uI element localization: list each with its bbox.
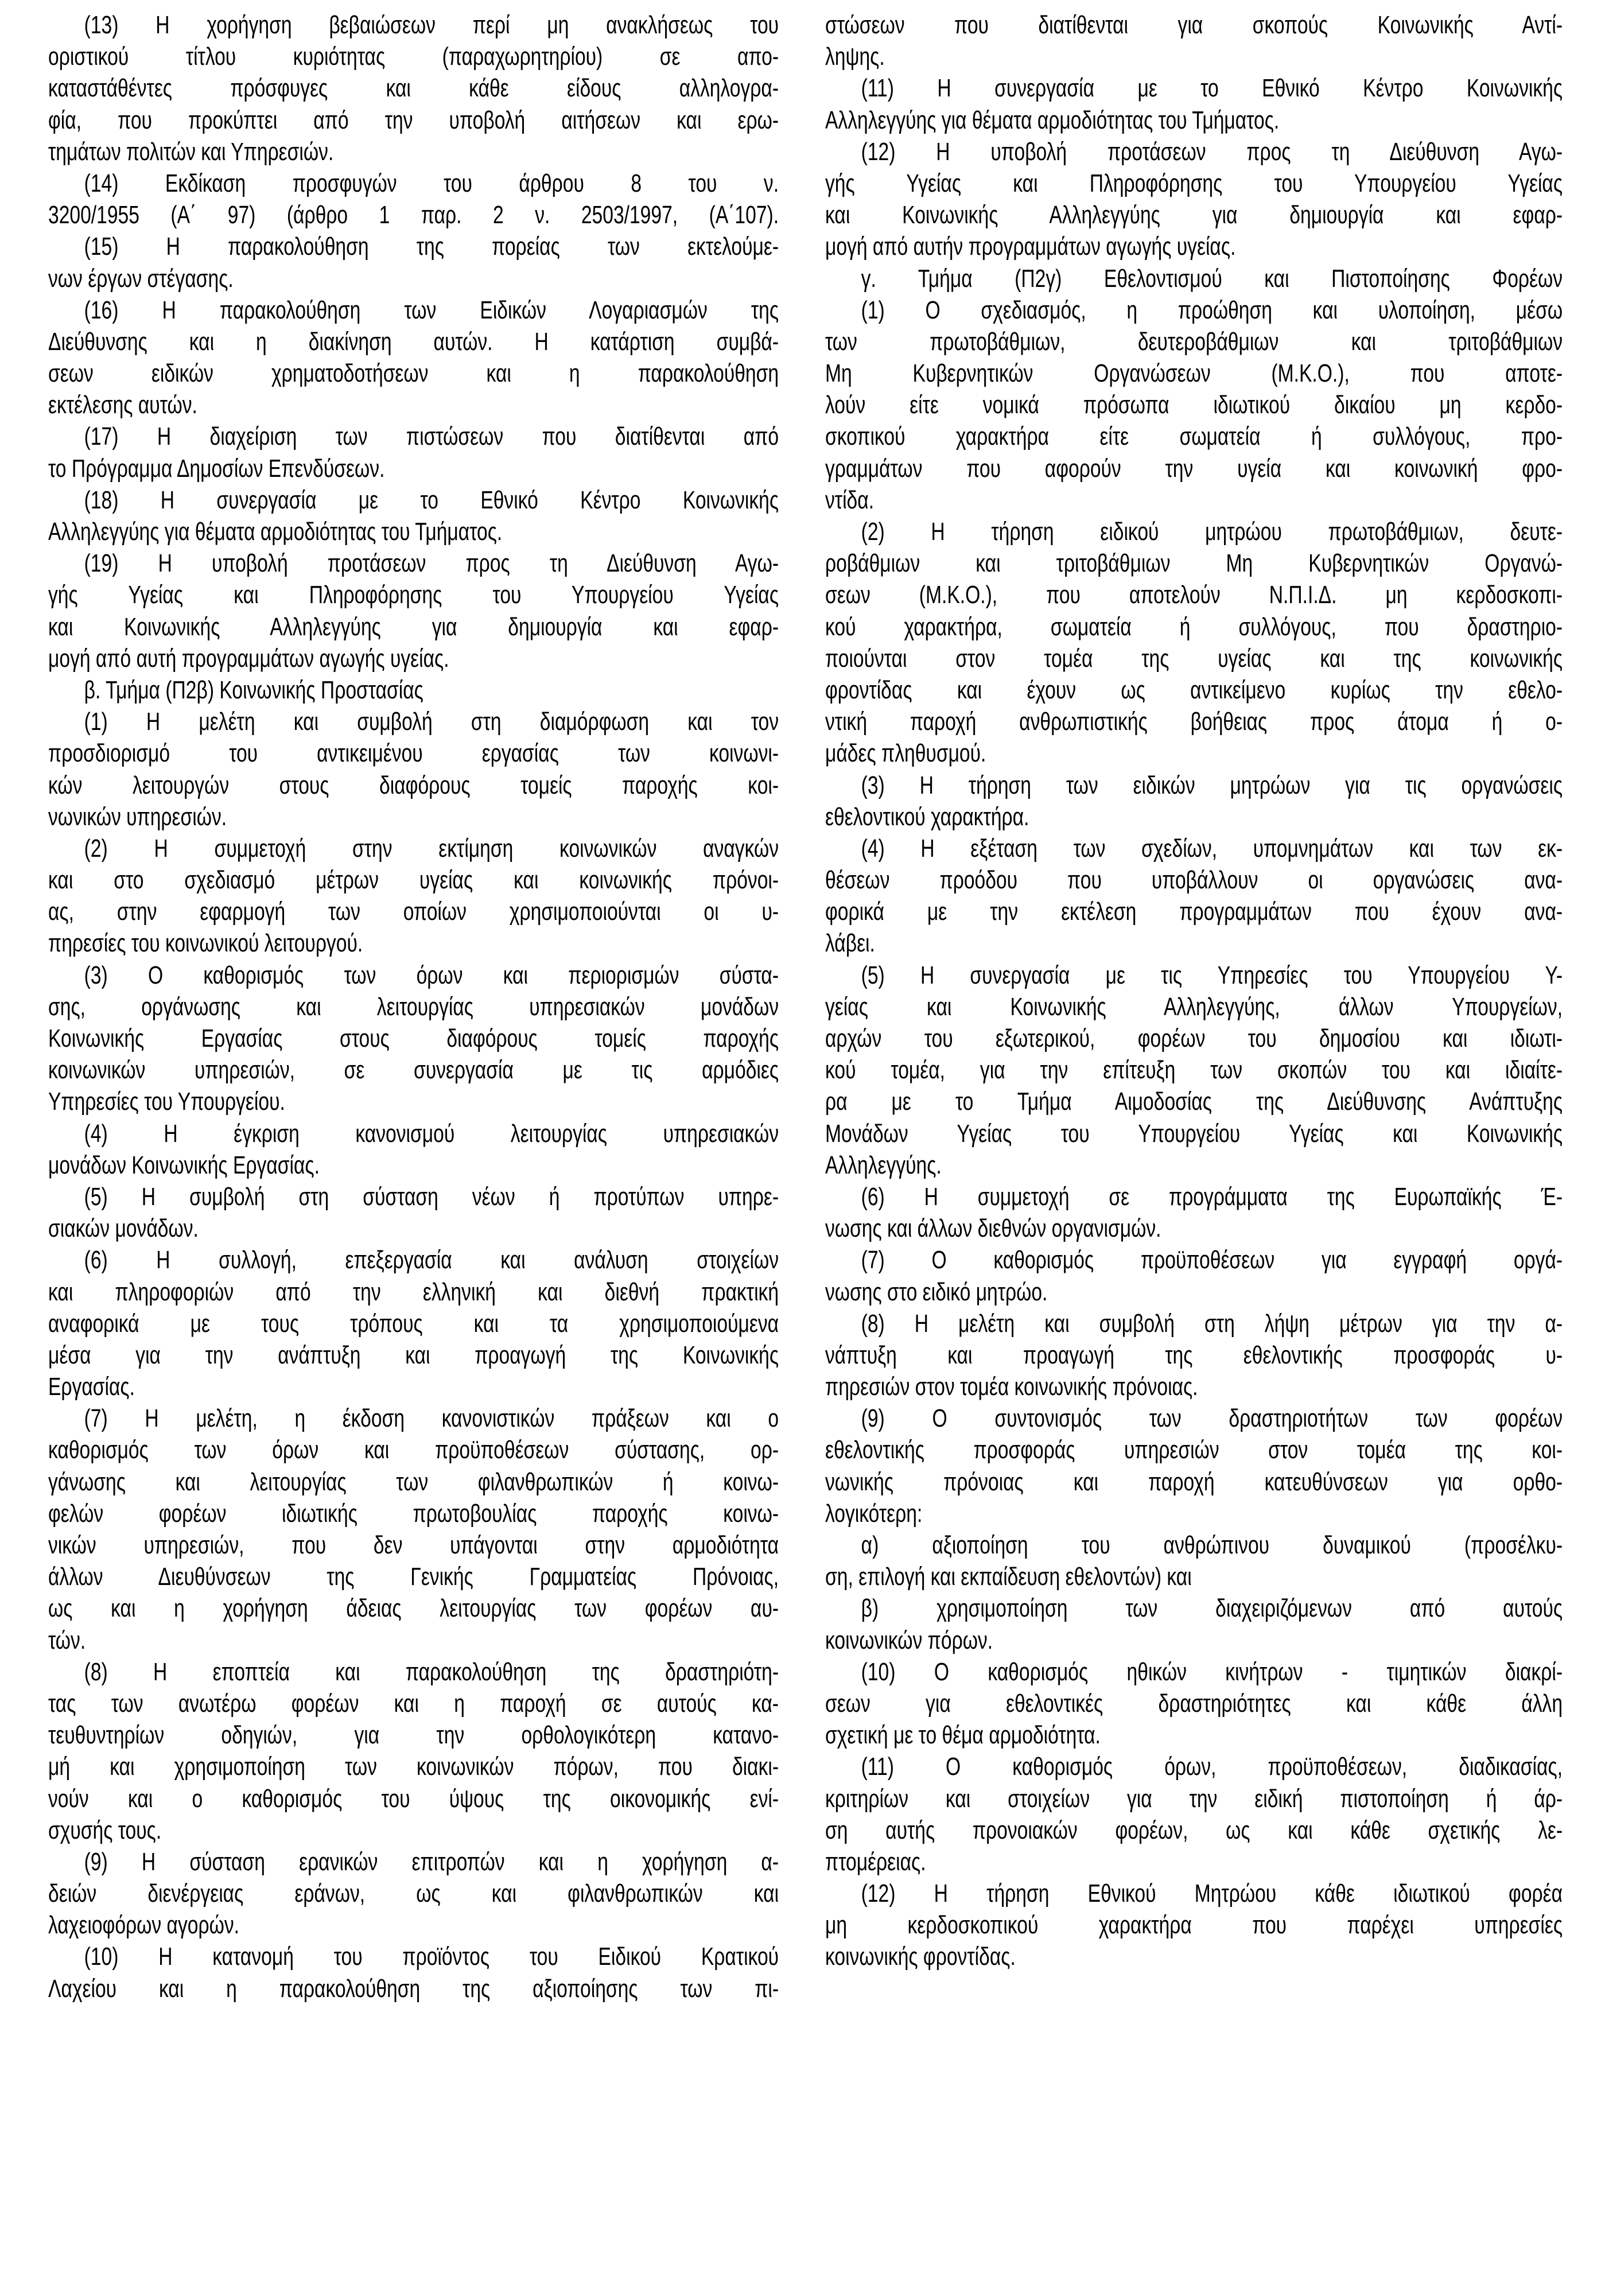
- line-text: Μη Κυβερνητικών Οργανώσεων (Μ.Κ.Ο.), που αποτε-: [825, 359, 1563, 388]
- line-text: γής Υγείας και Πληροφόρησης του Υπουργείου Υγείας: [48, 581, 779, 609]
- line-text: εκτέλεσης αυτών.: [48, 391, 197, 419]
- text-line: [48, 643, 778, 674]
- paragraph-first-line: [48, 168, 778, 199]
- line-text: ας, στην εφαρμογή των οποίων χρησιμοποιούνται οι υ-: [48, 898, 779, 926]
- text-line: [48, 611, 778, 643]
- text-line: [48, 1276, 778, 1308]
- line-text: μάδες πληθυσμού.: [825, 739, 986, 768]
- line-text: γείας και Κοινωνικής Αλληλεγγύης, άλλων Υπουργείων,: [825, 992, 1563, 1021]
- text-line: [48, 896, 778, 927]
- text-line: [48, 1592, 778, 1624]
- line-text: γής Υγείας και Πληροφόρησης του Υπουργείου Υγείας: [825, 169, 1563, 197]
- paragraph-first-line: [48, 421, 778, 452]
- line-text: (17) Η διαχείριση των πιστώσεων που διατίθενται από: [84, 422, 779, 451]
- line-text: σκοπικού χαρακτήρα είτε σωματεία ή συλλόγους, προ-: [825, 422, 1563, 451]
- line-text: (8) Η εποπτεία και παρακολούθηση της δραστηριότη-: [84, 1657, 779, 1686]
- line-text: (19) Η υποβολή προτάσεων προς τη Διεύθυνση Αγω-: [84, 549, 779, 578]
- text-line: [48, 72, 778, 104]
- paragraph-first-line: [48, 1656, 778, 1688]
- text-line: [825, 1561, 1562, 1592]
- text-line: [825, 1149, 1562, 1181]
- text-line: [48, 1909, 778, 1941]
- paragraph-first-line: [48, 484, 778, 516]
- text-line: [825, 1086, 1562, 1117]
- text-line: [825, 421, 1562, 452]
- line-text: ρα με το Τμήμα Αιμοδοσίας της Διεύθυνσης Ανάπτυξης: [825, 1087, 1563, 1116]
- text-line: [48, 1751, 778, 1782]
- line-text: β) χρησιμοποίηση των διαχειριζόμενων από αυτούς: [861, 1594, 1563, 1623]
- line-text: τημάτων πολιτών και Υπηρεσιών.: [48, 137, 334, 166]
- text-line: [48, 770, 778, 801]
- text-line: [825, 706, 1562, 737]
- line-text: ση αυτής προνοιακών φορέων, ως και κάθε σχετικής λε-: [825, 1816, 1563, 1844]
- line-text: τευθυντηρίων οδηγιών, για την ορθολογικότερη κατανο-: [48, 1721, 779, 1750]
- text-line: [825, 674, 1562, 706]
- line-text: αρχών του εξωτερικού, φορέων του δημοσίου και ιδιωτι-: [825, 1024, 1563, 1052]
- line-text: μονάδων Κοινωνικής Εργασίας.: [48, 1151, 320, 1179]
- text-line: [48, 1466, 778, 1498]
- text-line: [48, 358, 778, 389]
- line-text: και στο σχεδιασμό μέτρων υγείας και κοινωνικής πρόνοι-: [48, 866, 779, 895]
- line-text: και Κοινωνικής Αλληλεγγύης για δημιουργία και εφαρ-: [48, 612, 779, 641]
- text-line: [825, 484, 1562, 516]
- text-line: [48, 1339, 778, 1371]
- paragraph-first-line: [48, 547, 778, 579]
- text-line: [48, 1308, 778, 1339]
- text-line: [825, 547, 1562, 579]
- paragraph-first-line: [48, 9, 778, 41]
- text-line: [825, 579, 1562, 611]
- paragraph-first-line: [48, 1941, 778, 1972]
- text-line: [825, 1276, 1562, 1308]
- paragraph-first-line: [825, 294, 1562, 326]
- text-line: [48, 864, 778, 896]
- line-text: πηρεσίες του κοινωνικού λειτουργού.: [48, 929, 363, 958]
- text-line: [48, 326, 778, 358]
- line-text: σεων (Μ.Κ.Ο.), που αποτελούν Ν.Π.Ι.Δ. μη κερδοσκοπι-: [825, 581, 1563, 609]
- line-text: κού τομέα, για την επίτευξη των σκοπών του και ιδιαίτε-: [825, 1056, 1563, 1085]
- line-text: και πληροφοριών από την ελληνική και διεθνή πρακτική: [48, 1277, 779, 1306]
- line-text: καταστάθέντες πρόσφυγες και κάθε είδους αλληλογρα-: [48, 74, 779, 103]
- paragraph-first-line: [48, 1244, 778, 1276]
- line-text: κοινωνικής φροντίδας.: [825, 1943, 1016, 1971]
- line-text: νωσης στο ειδικό μητρώο.: [825, 1277, 1048, 1306]
- line-text: σχυσής τους.: [48, 1816, 162, 1844]
- line-text: Λαχείου και η παρακολούθηση της αξιοποίησης των πι-: [48, 1974, 779, 2003]
- line-text: γάνωσης και λειτουργίας των φιλανθρωπικών ή κοινω-: [48, 1467, 779, 1496]
- line-text: 3200/1955 (Α΄ 97) (άρθρο 1 παρ. 2 ν. 2503/1997, (Α΄107).: [48, 201, 779, 230]
- line-text: κού χαρακτήρα, σωματεία ή συλλόγους, που δραστηριο-: [825, 612, 1563, 641]
- text-line: [825, 1118, 1562, 1149]
- text-line: [825, 1213, 1562, 1244]
- text-line: [825, 611, 1562, 643]
- line-text: κριτηρίων και στοιχείων για την ειδική πιστοποίηση ή άρ-: [825, 1784, 1563, 1813]
- text-line: [48, 1815, 778, 1846]
- line-text: φροντίδας και έχουν ως αντικείμενο κυρίως την εθελο-: [825, 675, 1563, 704]
- line-text: (6) Η συλλογή, επεξεργασία και ανάλυση στοιχείων: [84, 1246, 779, 1275]
- paragraph-first-line: [825, 1308, 1562, 1339]
- paragraph-first-line: [825, 1181, 1562, 1213]
- line-text: φία, που προκύπτει από την υποβολή αιτήσεων και ερω-: [48, 106, 779, 134]
- text-line: [48, 263, 778, 294]
- line-text: σχετική με το θέμα αρμοδιότητα.: [825, 1721, 1101, 1750]
- line-text: (12) Η υποβολή προτάσεων προς τη Διεύθυνση Αγω-: [861, 137, 1563, 166]
- line-text: (14) Εκδίκαση προσφυγών του άρθρου 8 του ν.: [84, 169, 779, 197]
- line-text: αναφορικά με τους τρόπους και τα χρησιμοποιούμενα: [48, 1309, 779, 1338]
- paragraph-first-line: [48, 674, 778, 706]
- line-text: (9) Η σύσταση ερανικών επιτροπών και η χορήγηση α-: [84, 1847, 779, 1876]
- text-line: [825, 1846, 1562, 1878]
- line-text: (1) Η μελέτη και συμβολή στη διαμόρφωση και τον: [84, 708, 779, 736]
- text-line: [825, 326, 1562, 358]
- line-text: Υπηρεσίες του Υπουργείου.: [48, 1087, 285, 1116]
- text-line: [825, 1023, 1562, 1054]
- text-line: [825, 1466, 1562, 1498]
- line-text: νούν και ο καθορισμός του ύψους της οικονομικής ενί-: [48, 1784, 779, 1813]
- line-text: Μονάδων Υγείας του Υπουργείου Υγείας και Κοινωνικής: [825, 1119, 1563, 1148]
- text-line: [48, 1625, 778, 1656]
- line-text: φορικά με την εκτέλεση προγραμμάτων που έχουν ανα-: [825, 898, 1563, 926]
- line-text: τας των ανωτέρω φορέων και η παροχή σε αυτούς κα-: [48, 1689, 779, 1718]
- line-text: (15) Η παρακολούθηση της πορείας των εκτελούμε-: [84, 232, 779, 261]
- text-line: [48, 516, 778, 547]
- line-text: και Κοινωνικής Αλληλεγγύης για δημιουργία και εφαρ-: [825, 201, 1563, 230]
- line-text: καθορισμός των όρων και προϋποθέσεων σύστασης, ορ-: [48, 1436, 779, 1464]
- line-text: φελών φορέων ιδιωτικής πρωτοβουλίας παροχής κοινω-: [48, 1499, 779, 1528]
- text-line: [48, 104, 778, 136]
- paragraph-first-line: [825, 770, 1562, 801]
- text-line: [48, 453, 778, 484]
- paragraph-first-line: [825, 136, 1562, 168]
- text-line: [48, 1054, 778, 1086]
- line-text: (4) Η έγκριση κανονισμού λειτουργίας υπηρεσιακών: [84, 1119, 779, 1148]
- text-line: [825, 168, 1562, 199]
- line-text: οριστικού τίτλου κυριότητας (παραχωρητηρίου) σε απο-: [48, 42, 779, 71]
- paragraph-first-line: [825, 516, 1562, 547]
- text-line: [825, 9, 1562, 41]
- text-line: [825, 1815, 1562, 1846]
- paragraph-first-line: [825, 1656, 1562, 1688]
- line-text: ως και η χορήγηση άδειας λειτουργίας των φορέων αυ-: [48, 1594, 779, 1623]
- text-line: [825, 737, 1562, 769]
- line-text: (6) Η συμμετοχή σε προγράμματα της Ευρωπαϊκής Έ-: [861, 1182, 1563, 1211]
- paragraph-first-line: [825, 833, 1562, 864]
- line-text: (1) Ο σχεδιασμός, η προώθηση και υλοποίηση, μέσω: [861, 296, 1563, 324]
- paragraph-first-line: [48, 833, 778, 864]
- line-text: κοινωνικών πόρων.: [825, 1626, 993, 1654]
- line-text: θέσεων προόδου που υποβάλλουν οι οργανώσεις ανα-: [825, 866, 1563, 895]
- text-line: [48, 1149, 778, 1181]
- line-text: (4) Η εξέταση των σχεδίων, υπομνημάτων και των εκ-: [861, 834, 1563, 863]
- text-line: [48, 1023, 778, 1054]
- line-text: (5) Η συμβολή στη σύσταση νέων ή προτύπων υπηρε-: [84, 1182, 779, 1211]
- text-line: [48, 737, 778, 769]
- paragraph-first-line: [825, 1878, 1562, 1909]
- paragraph-first-line: [48, 1846, 778, 1878]
- line-text: σεων για εθελοντικές δραστηριότητες και κάθε άλλη: [825, 1689, 1563, 1718]
- text-line: [48, 1973, 778, 2004]
- paragraph-first-line: [825, 959, 1562, 991]
- line-text: (7) Ο καθορισμός προϋποθέσεων για εγγραφή οργά-: [861, 1246, 1563, 1275]
- text-line: [825, 1783, 1562, 1815]
- paragraph-first-line: [48, 959, 778, 991]
- line-text: μογή από αυτή προγραμμάτων αγωγής υγείας.: [48, 644, 449, 673]
- text-line: [825, 1625, 1562, 1656]
- text-line: [825, 358, 1562, 389]
- line-text: (5) Η συνεργασία με τις Υπηρεσίες του Υπουργείου Υ-: [861, 961, 1563, 989]
- text-line: [825, 1054, 1562, 1086]
- line-text: σιακών μονάδων.: [48, 1214, 199, 1243]
- text-line: [825, 991, 1562, 1023]
- text-line: [825, 896, 1562, 927]
- line-text: νων έργων στέγασης.: [48, 264, 234, 293]
- line-text: νικών υπηρεσιών, που δεν υπάγονται στην αρμοδιότητα: [48, 1531, 779, 1559]
- line-text: Κοινωνικής Εργασίας στους διαφόρους τομείς παροχής: [48, 1024, 779, 1052]
- line-text: (3) Η τήρηση των ειδικών μητρώων για τις οργανώσεις: [861, 771, 1563, 799]
- line-text: ποιούνται στον τομέα της υγείας και της κοινωνικής: [825, 644, 1563, 673]
- line-text: λούν είτε νομικά πρόσωπα ιδιωτικού δικαίου μη κερδο-: [825, 391, 1563, 419]
- line-text: (11) Ο καθορισμός όρων, προϋποθέσεων, διαδικασίας,: [861, 1753, 1563, 1781]
- text-line: [48, 199, 778, 231]
- text-line: [48, 1434, 778, 1466]
- line-text: Αλληλεγγύης για θέματα αρμοδιότητας του Τμήματος.: [48, 518, 503, 546]
- text-line: [48, 136, 778, 168]
- text-line: [48, 927, 778, 959]
- text-line: [48, 1878, 778, 1909]
- text-line: [825, 41, 1562, 72]
- line-text: στώσεων που διατίθενται για σκοπούς Κοινωνικής Αντί-: [825, 11, 1563, 39]
- text-line: [825, 1909, 1562, 1941]
- line-text: (7) Η μελέτη, η έκδοση κανονιστικών πράξεων και ο: [84, 1404, 779, 1433]
- line-text: μογή από αυτήν προγραμμάτων αγωγής υγείας.: [825, 232, 1236, 261]
- line-text: λογικότερη:: [825, 1499, 923, 1528]
- line-text: Αλληλεγγύης για θέματα αρμοδιότητας του Τμήματος.: [825, 106, 1280, 134]
- line-text: μη κερδοσκοπικού χαρακτήρα που παρέχει υπηρεσίες: [825, 1911, 1563, 1940]
- line-text: σης, οργάνωσης και λειτουργίας υπηρεσιακών μονάδων: [48, 992, 779, 1021]
- right-column: [825, 9, 1562, 1973]
- text-line: [48, 1783, 778, 1815]
- text-line: [825, 104, 1562, 136]
- line-text: άλλων Διευθύνσεων της Γενικής Γραμματείας Πρόνοιας,: [48, 1563, 779, 1591]
- line-text: μή και χρησιμοποίηση των κοινωνικών πόρων, που διακι-: [48, 1753, 779, 1781]
- line-text: σεων ειδικών χρηματοδοτήσεων και η παρακολούθηση: [48, 359, 779, 388]
- line-text: νωνικής πρόνοιας και παροχή κατευθύνσεων για ορθο-: [825, 1467, 1563, 1496]
- line-text: πτομέρειας.: [825, 1847, 926, 1876]
- line-text: τών.: [48, 1626, 86, 1654]
- paragraph-first-line: [48, 1403, 778, 1434]
- text-line: [825, 927, 1562, 959]
- line-text: κοινωνικών υπηρεσιών, σε συνεργασία με τις αρμόδιες: [48, 1056, 779, 1085]
- text-line: [825, 1498, 1562, 1529]
- line-text: (12) Η τήρηση Εθνικού Μητρώου κάθε ιδιωτικού φορέα: [861, 1879, 1563, 1908]
- line-text: Αλληλεγγύης.: [825, 1151, 942, 1179]
- line-text: κών λειτουργών στους διαφόρους τομείς παροχής κοι-: [48, 771, 779, 799]
- paragraph-first-line: [48, 1181, 778, 1213]
- paragraph-first-line: [48, 231, 778, 262]
- line-text: (8) Η μελέτη και συμβολή στη λήψη μέτρων για την α-: [861, 1309, 1563, 1338]
- paragraph-first-line: [825, 1592, 1562, 1624]
- text-line: [825, 801, 1562, 833]
- line-text: νωσης και άλλων διεθνών οργανισμών.: [825, 1214, 1161, 1243]
- paragraph-first-line: [825, 1403, 1562, 1434]
- text-line: [48, 1719, 778, 1751]
- line-text: (13) Η χορήγηση βεβαιώσεων περί μη ανακλήσεως του: [84, 11, 779, 39]
- text-line: [825, 1719, 1562, 1751]
- line-text: (2) Η συμμετοχή στην εκτίμηση κοινωνικών αναγκών: [84, 834, 779, 863]
- text-line: [825, 1941, 1562, 1972]
- line-text: λάβει.: [825, 929, 875, 958]
- text-line: [48, 1688, 778, 1719]
- paragraph-first-line: [48, 1118, 778, 1149]
- line-text: δειών διενέργειας εράνων, ως και φιλανθρωπικών και: [48, 1879, 779, 1908]
- text-line: [48, 41, 778, 72]
- text-line: [825, 1339, 1562, 1371]
- line-text: των πρωτοβάθμιων, δευτεροβάθμιων και τριτοβάθμιων: [825, 327, 1563, 356]
- line-text: (10) Η κατανομή του προϊόντος του Ειδικού Κρατικού: [84, 1943, 779, 1971]
- text-line: [48, 1561, 778, 1592]
- text-line: [48, 1086, 778, 1117]
- text-line: [825, 389, 1562, 421]
- text-line: [48, 389, 778, 421]
- line-text: νάπτυξη και προαγωγή της εθελοντικής προσφοράς υ-: [825, 1341, 1563, 1369]
- line-text: γ. Τμήμα (Π2γ) Εθελοντισμού και Πιστοποίησης Φορέων: [861, 264, 1563, 293]
- paragraph-first-line: [825, 1529, 1562, 1561]
- line-text: (3) Ο καθορισμός των όρων και περιορισμών σύστα-: [84, 961, 779, 989]
- line-text: πηρεσιών στον τομέα κοινωνικής πρόνοιας.: [825, 1373, 1198, 1401]
- text-line: [48, 579, 778, 611]
- text-line: [825, 864, 1562, 896]
- text-line: [825, 1434, 1562, 1466]
- paragraph-first-line: [48, 294, 778, 326]
- line-text: εθελοντικής προσφοράς υπηρεσιών στον τομέα της κοι-: [825, 1436, 1563, 1464]
- paragraph-first-line: [825, 1751, 1562, 1782]
- paragraph-first-line: [825, 263, 1562, 294]
- paragraph-first-line: [825, 1244, 1562, 1276]
- line-text: ληψης.: [825, 42, 885, 71]
- text-line: [48, 1498, 778, 1529]
- line-text: Εργασίας.: [48, 1373, 135, 1401]
- line-text: λαχειοφόρων αγορών.: [48, 1911, 239, 1940]
- text-line: [48, 1529, 778, 1561]
- line-text: ση, επιλογή και εκπαίδευση εθελοντών) και: [825, 1563, 1192, 1591]
- line-text: α) αξιοποίηση του ανθρώπινου δυναμικού (προσέλκυ-: [861, 1531, 1563, 1559]
- paragraph-first-line: [48, 706, 778, 737]
- text-line: [48, 801, 778, 833]
- line-text: νωνικών υπηρεσιών.: [48, 802, 227, 831]
- line-text: το Πρόγραμμα Δημοσίων Επενδύσεων.: [48, 454, 385, 483]
- line-text: γραμμάτων που αφορούν την υγεία και κοινωνική φρο-: [825, 454, 1563, 483]
- line-text: προσδιορισμό του αντικειμένου εργασίας των κοινωνι-: [48, 739, 779, 768]
- text-line: [48, 1371, 778, 1403]
- line-text: (11) Η συνεργασία με το Εθνικό Κέντρο Κοινωνικής: [861, 74, 1563, 103]
- line-text: Διεύθυνσης και η διακίνηση αυτών. Η κατάρτιση συμβά-: [48, 327, 779, 356]
- text-line: [825, 231, 1562, 262]
- line-text: (2) Η τήρηση ειδικού μητρώου πρωτοβάθμιων, δευτε-: [861, 518, 1563, 546]
- text-line: [825, 643, 1562, 674]
- line-text: (10) Ο καθορισμός ηθικών κινήτρων - τιμητικών διακρί-: [861, 1657, 1563, 1686]
- text-line: [825, 199, 1562, 231]
- text-line: [825, 1688, 1562, 1719]
- text-line: [48, 991, 778, 1023]
- line-text: ντική παροχή ανθρωπιστικής βοήθειας προς άτομα ή ο-: [825, 708, 1563, 736]
- text-line: [825, 1371, 1562, 1403]
- line-text: μέσα για την ανάπτυξη και προαγωγή της Κοινωνικής: [48, 1341, 779, 1369]
- line-text: εθελοντικού χαρακτήρα.: [825, 802, 1029, 831]
- line-text: β. Τμήμα (Π2β) Κοινωνικής Προστασίας: [84, 675, 423, 704]
- paragraph-first-line: [825, 72, 1562, 104]
- text-line: [825, 453, 1562, 484]
- left-column: [48, 9, 778, 2004]
- line-text: (9) Ο συντονισμός των δραστηριοτήτων των φορέων: [861, 1404, 1563, 1433]
- line-text: ντίδα.: [825, 485, 875, 514]
- line-text: ροβάθμιων και τριτοβάθμιων Μη Κυβερνητικών Οργανώ-: [825, 549, 1563, 578]
- line-text: (16) Η παρακολούθηση των Ειδικών Λογαριασμών της: [84, 296, 779, 324]
- line-text: (18) Η συνεργασία με το Εθνικό Κέντρο Κοινωνικής: [84, 485, 779, 514]
- text-line: [48, 1213, 778, 1244]
